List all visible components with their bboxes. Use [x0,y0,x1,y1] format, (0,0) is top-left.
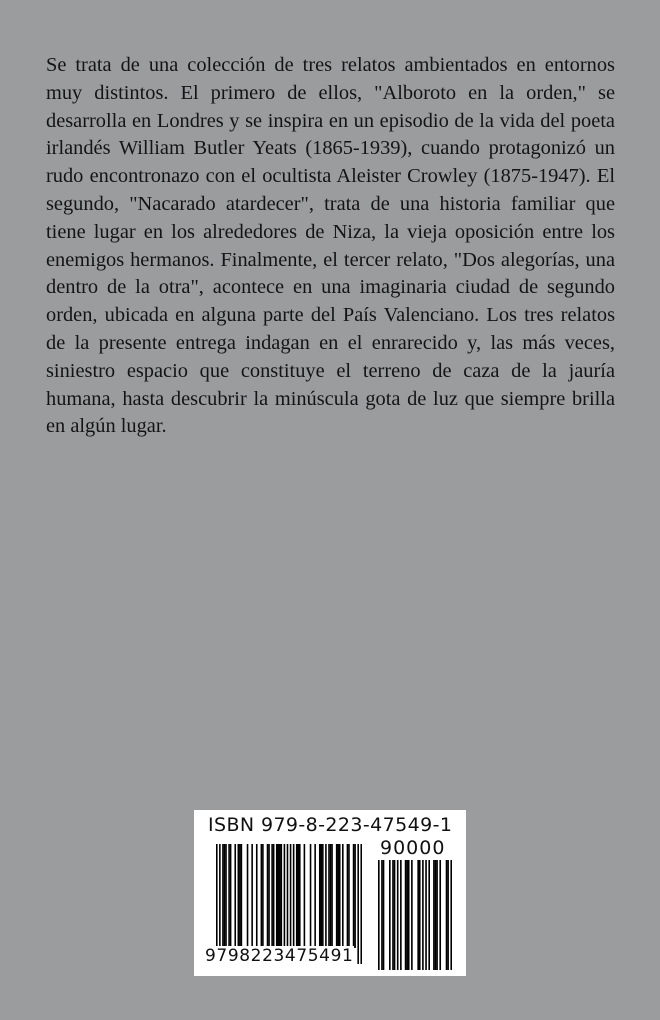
barcode-bar [310,844,312,948]
barcode-bar [314,844,316,948]
addon-barcode-bar [389,860,391,970]
barcode-bar [357,844,359,964]
addon-barcode-bar [394,860,396,970]
addon-barcode-bar [447,860,449,970]
barcode-bar [339,844,341,948]
addon-barcode-bar [411,860,413,970]
barcode-bar [331,844,333,948]
barcode-bar [325,844,327,948]
barcode-bar [279,844,281,948]
addon-barcode-bars [378,860,452,970]
barcode-bar [337,844,339,948]
addon-barcode-bar [406,860,408,970]
barcode-bar [238,844,240,948]
barcode-bar [230,844,232,948]
addon-barcode-bar [428,860,430,970]
barcode-bar [251,844,253,948]
addon-barcode-bar [425,860,427,970]
barcode-bar [222,844,224,948]
barcode-bar [296,844,298,948]
barcode-bar [336,844,338,948]
barcode-bar [228,844,230,948]
barcode-bar [330,844,332,948]
addon-barcode-bar [417,860,419,970]
barcode-bar [234,844,236,948]
barcode-bar [348,844,350,948]
addon-barcode-bar [435,860,437,970]
price-code: 90000 [380,837,446,859]
addon-barcode-bar [378,860,380,970]
addon-barcode-bar [397,860,399,970]
barcode-bar [319,844,321,948]
addon-barcode-bar [433,860,435,970]
barcode-bar [239,844,241,948]
barcode-bar [354,844,356,948]
barcode-bar [273,844,275,948]
barcode-bar [261,844,263,948]
isbn-label: ISBN 979-8-223-47549-1 [208,814,453,836]
barcode-bar [281,844,283,948]
barcode-bar [256,844,258,948]
isbn-barcode [194,810,466,976]
addon-barcode-bar [436,860,438,970]
barcode-bar [247,844,249,948]
ean-digits: 9798223475491 [205,946,354,966]
barcode-bar [353,844,355,948]
addon-barcode-bar [383,860,385,970]
addon-barcode-bar [422,860,424,970]
addon-barcode-bar [392,860,394,970]
barcode-bar [321,844,323,948]
barcode-bar [304,844,306,948]
barcode-bar [293,844,295,948]
barcode-bar [360,844,362,964]
barcode-bar [267,844,269,948]
barcode-bar [225,844,227,948]
barcode-bar [271,844,273,948]
barcode-bar [276,844,278,948]
barcode-bar [328,844,330,948]
addon-barcode-bar [439,860,441,970]
barcode-bar [241,844,243,948]
synopsis-text: Se trata de una colección de tres relatos ambientados en entornos muy distintos. El primero de ellos, "Alboroto en la orden," se desarrolla en Londres y se inspira en un episodio de la vida del poeta irlandés William Butler Yeats (1865-1939), cuando protagonizó un rudo encontronazo con el ocultista Aleister Crowley (1875-1947). El segundo, "Nacarado atardecer", trata de una historia familiar que tiene lugar en los alrededores de Niza, la vieja oposición entre los enemigos hermanos. Finalmente, el tercer relato, "Dos alegorías, una dentro de la otra", acontece en una imaginaria ciudad de segundo orden, ubicada en alguna parte del País Valenciano. Los tres relatos de la presente entrega indagan en el enrarecido y, las más veces, siniestro espacio que constituye el terreno de caza de la jauría humana, hasta descubrir la minúscula gota de luz que siempre brilla en algún lugar. [46,54,615,438]
barcode-bar [284,844,286,948]
barcode-bar [299,844,301,948]
barcode-bar [322,844,324,948]
addon-barcode-bar [381,860,383,970]
barcode-bar [347,844,349,948]
addon-barcode-bar [400,860,402,970]
barcode-bar [342,844,344,948]
addon-barcode-bar [408,860,410,970]
barcode-bar [277,844,279,948]
barcode-bar [262,844,264,948]
barcode-bar [224,844,226,948]
addon-barcode-bar [450,860,452,970]
addon-barcode-bar [446,860,448,970]
barcode-bar [297,844,299,948]
addon-barcode-bar [405,860,407,970]
addon-barcode-bar [419,860,421,970]
barcode-bar [268,844,270,948]
